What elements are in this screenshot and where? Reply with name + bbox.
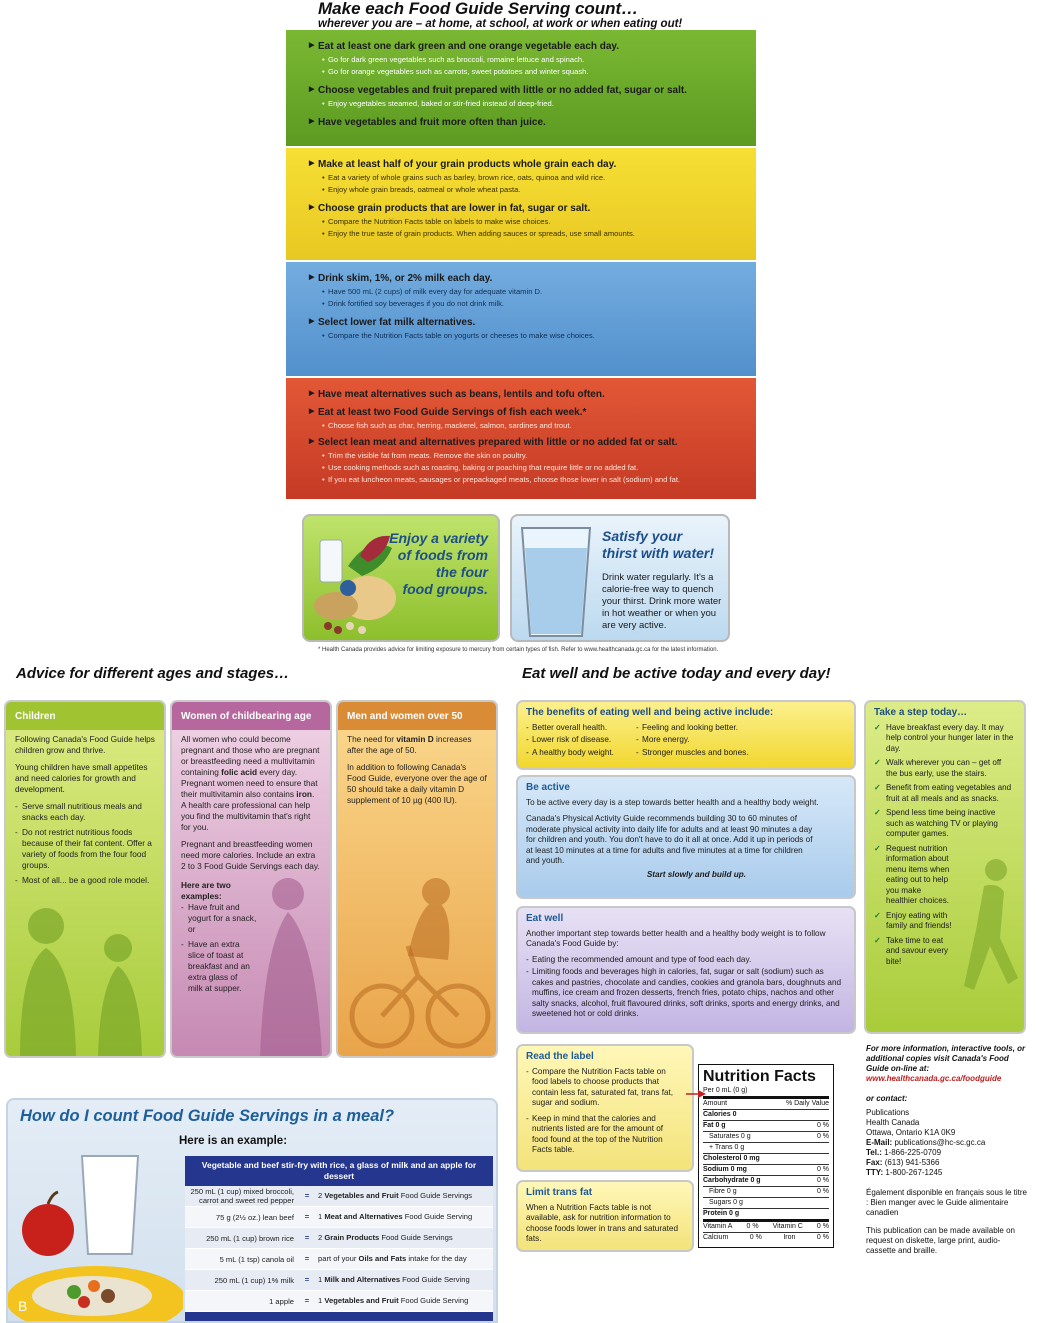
arrow-icon	[686, 1090, 706, 1098]
equals-sign: =	[304, 1275, 310, 1285]
list-item: - Stronger muscles and bones.	[636, 748, 766, 759]
contact-or: or contact:	[866, 1094, 908, 1103]
count-title: How do I count Food Guide Servings in a meal?	[20, 1107, 395, 1125]
nutrition-facts-table	[698, 1064, 834, 1248]
ages-section-title: Advice for different ages and stages…	[16, 665, 290, 682]
runner-silhouette	[954, 852, 1024, 1002]
tip: ▶ Have vegetables and fruit more often than juice.	[318, 116, 744, 129]
table-row	[185, 1270, 493, 1291]
sub-tip: • Eat a variety of whole grains such as barley, brown rice, oats, quinoa and wild rice.	[318, 173, 744, 183]
woman-silhouette	[240, 866, 330, 1056]
guide-subtitle: wherever you are – at home, at school, at work or when eating out!	[318, 18, 683, 30]
meal-table-header: Vegetable and beef stir-fry with rice, a glass of milk and an apple for dessert	[185, 1156, 493, 1186]
result-cell: part of your Oils and Fats intake for the day	[318, 1254, 467, 1264]
sub-tip: • Compare the Nutrition Facts table on yogurts or cheeses to make wise choices.	[318, 331, 744, 341]
sub-tip: • Use cooking methods such as roasting, baking or poaching that require little or no added fat.	[318, 463, 744, 473]
table-row	[185, 1207, 493, 1228]
nf-row: Fat 0 g 0 %	[703, 1122, 829, 1129]
read-label-box	[516, 1044, 694, 1172]
equals-sign: =	[304, 1233, 310, 1243]
sub-tip: • Drink fortified soy beverages if you do not drink milk.	[318, 299, 744, 309]
tip: ▶ Have meat alternatives such as beans, lentils and tofu often.	[318, 388, 744, 401]
address-line: Ottawa, Ontario K1A 0K9	[866, 1128, 956, 1137]
sub-tip: • Enjoy whole grain breads, oatmeal or whole wheat pasta.	[318, 185, 744, 195]
active-tagline: Start slowly and build up.	[646, 869, 746, 879]
french-note: Également disponible en français sous le titre : Bien manger avec le Guide alimentaire canadien	[866, 1188, 1027, 1217]
quantity-cell: 5 mL (1 tsp) canola oil	[219, 1254, 294, 1264]
list-item: - Have fruit and yogurt for a snack, or	[181, 902, 261, 935]
nf-row: Saturates 0 g 0 %	[703, 1131, 829, 1142]
tty-line: TTY: 1-800-267-1245	[866, 1168, 943, 1177]
result-cell: 1 Vegetables and Fruit Food Guide Serving	[318, 1296, 469, 1306]
band-grain-products	[286, 148, 756, 260]
box-title: Limit trans fat	[526, 1187, 593, 1198]
be-active-box	[516, 775, 856, 899]
nf-vitamin-row: Vitamin A 0 % Vitamin C 0 %	[703, 1219, 829, 1232]
list-item: - Keep in mind that the calories and nutrients listed are for the amount of food found at the top of the Nutrition Facts table.	[526, 1114, 666, 1156]
equals-sign: =	[304, 1254, 310, 1264]
tel-line: Tel.: 1-866-225-0709	[866, 1148, 942, 1157]
meal-illustration	[8, 1144, 183, 1323]
nf-row: Carbohydrate 0 g 0 %	[703, 1177, 829, 1184]
card-children	[4, 700, 166, 1058]
paragraph: All women who could become pregnant and those who are pregnant or breastfeeding need a multivitamin containing folic acid every day. Pregnant women need to ensure that their multivitamin also contains iron. A health care professional can help you find the multivitamin that's right for you.	[181, 734, 320, 832]
card-title: Men and women over 50	[338, 702, 496, 730]
corner-label: B	[18, 1297, 28, 1314]
table-row	[185, 1249, 493, 1270]
promo-variety	[302, 514, 500, 642]
sub-tip: • Compare the Nutrition Facts table on labels to make wise choices.	[318, 217, 744, 227]
contact-intro: For more information, interactive tools, or additional copies visit Canada's Food Guide on-line at:	[866, 1044, 1026, 1073]
box-title: Be active	[526, 782, 570, 793]
guide-header	[318, 0, 778, 31]
trans-fat-box	[516, 1180, 694, 1252]
sub-tip: • Enjoy the true taste of grain products. When adding sauces or spreads, use small amounts.	[318, 229, 744, 239]
children-silhouette	[6, 886, 164, 1056]
promo-food-title: Enjoy a variety of foods from the four food groups.	[389, 530, 488, 597]
nf-row: Calories 0	[703, 1109, 829, 1120]
list-item: ✓ Benefit from eating vegetables and fruit at all meals and as snacks.	[874, 783, 1014, 804]
list-item: - Do not restrict nutritious foods because of their fat content. Offer a variety of foods from the four food groups.	[15, 827, 155, 871]
address-line: Publications	[866, 1108, 910, 1117]
quantity-cell: 250 mL (1 cup) 1% milk	[214, 1275, 294, 1285]
fax-line: Fax: (613) 941-5366	[866, 1158, 940, 1167]
list-item: - Most of all... be a good role model.	[15, 875, 155, 886]
mercury-footnote: * Health Canada provides advice for limiting exposure to mercury from certain types of fish. Refer to www.healthcanada.gc.ca for the latest information.	[318, 647, 719, 653]
nf-row: Cholesterol 0 mg	[703, 1153, 829, 1164]
quantity-cell: 75 g (2½ oz.) lean beef	[215, 1212, 294, 1222]
band-milk-alternatives	[286, 262, 756, 376]
list-item: - Compare the Nutrition Facts table on food labels to choose products that contain less fat, saturated fat, trans fat, sugar and sodium.	[526, 1067, 674, 1109]
list-item: - A healthy body weight.	[526, 748, 636, 759]
nf-row: Fibre 0 g 0 %	[703, 1186, 829, 1197]
box-title: The benefits of eating well and being active include:	[526, 707, 774, 718]
paragraph: Another important step towards better health and a healthy body weight is to follow Canada's Food Guide by:	[526, 928, 826, 948]
nf-row: Sodium 0 mg 0 %	[703, 1166, 829, 1173]
equals-sign: =	[304, 1191, 310, 1201]
equals-sign: =	[304, 1212, 310, 1222]
paragraph: The need for vitamin D increases after the age of 50.	[347, 734, 472, 755]
list-item: - Feeling and looking better.	[636, 723, 766, 734]
nf-header-row: Amount % Daily Value	[703, 1096, 829, 1109]
eat-well-box	[516, 906, 856, 1034]
nf-title: Nutrition Facts	[703, 1068, 816, 1085]
list-item: - Eating the recommended amount and type of food each day.	[526, 955, 846, 966]
list-item: - More energy.	[636, 735, 766, 746]
result-cell: 2 Vegetables and Fruit Food Guide Servings	[318, 1191, 473, 1201]
paragraph: To be active every day is a step towards better health and a healthy body weight.	[526, 797, 819, 807]
tip: ▶ Eat at least one dark green and one orange vegetable each day.	[318, 40, 744, 53]
table-row	[185, 1291, 493, 1312]
tip: ▶ Drink skim, 1%, or 2% milk each day.	[318, 272, 744, 285]
list-item: ✓ Enjoy eating with family and friends!	[874, 911, 954, 932]
take-a-step-box	[864, 700, 1026, 1034]
sub-tip: • Go for dark green vegetables such as broccoli, romaine lettuce and spinach.	[318, 55, 744, 65]
tip: ▶ Select lean meat and alternatives prepared with little or no added fat or salt.	[318, 436, 744, 449]
paragraph: Pregnant and breastfeeding women need more calories. Include an extra 2 to 3 Food Guide Servings each day.	[181, 839, 320, 871]
guide-title: Make each Food Guide Serving count…	[318, 0, 639, 18]
card-men	[336, 700, 498, 1058]
sub-tip: • Have 500 mL (2 cups) of milk every day for adequate vitamin D.	[318, 287, 744, 297]
band-meat-alternatives	[286, 378, 756, 499]
foodguide-link[interactable]: www.healthcanada.gc.ca/foodguide	[866, 1074, 1002, 1083]
card-title: Children	[6, 702, 164, 730]
paragraph: Canada's Physical Activity Guide recommends building 30 to 60 minutes of moderate physical activity into daily life for adults and at least 90 minutes a day for children and youth. You don't have to do it all at once. Add it up in periods of at least 10 minutes at a time for adults and five minutes at a time for children and youth.	[526, 814, 813, 865]
result-cell: 1 Meat and Alternatives Food Guide Serving	[318, 1212, 473, 1222]
sub-tip: • If you eat luncheon meats, sausages or prepackaged meats, choose those lower in salt (sodium) and fat.	[318, 475, 744, 485]
list-item: ✓ Walk wherever you can – get off the bus early, use the stairs.	[874, 758, 1014, 779]
sub-tip: • Enjoy vegetables steamed, baked or stir-fried instead of deep-fried.	[318, 99, 744, 109]
contact-info	[866, 1044, 1028, 1256]
tip: ▶ Choose grain products that are lower in fat, sugar or salt.	[318, 202, 744, 215]
meal-table-footer	[185, 1312, 493, 1323]
quantity-cell: 250 mL (1 cup) brown rice	[206, 1233, 294, 1243]
count-servings-panel	[6, 1098, 498, 1323]
box-title: Take a step today…	[874, 707, 968, 718]
list-item: - Limiting foods and beverages high in calories, fat, sugar or salt (sodium) such as cakes and pastries, chocolate and candies, cookies and granola bars, doughnuts and muffins, ice cream and frozen desserts, french fries, potato chips, nachos and other salty snacks, alcohol, fruit flavoured drinks, soft drinks, sports and energy drinks, and sweetened hot or cold drinks.	[526, 967, 846, 1020]
card-women	[170, 700, 332, 1058]
list-item: - Serve small nutritious meals and snacks each day.	[15, 801, 155, 823]
list-item: - Lower risk of disease.	[526, 735, 636, 746]
water-glass-icon	[518, 524, 594, 640]
alt-formats-note: This publication can be made available on request on diskette, large print, audio-cassette and braille.	[866, 1226, 1015, 1255]
table-row	[185, 1186, 493, 1207]
email-line: E-Mail: publications@hc-sc.gc.ca	[866, 1138, 986, 1147]
nf-row: Protein 0 g	[703, 1208, 829, 1219]
nf-row: Sugars 0 g	[703, 1197, 829, 1208]
sub-tip: • Go for orange vegetables such as carrots, sweet potatoes and winter squash.	[318, 67, 744, 77]
tip: ▶ Make at least half of your grain products whole grain each day.	[318, 158, 744, 171]
quantity-cell: 250 mL (1 cup) mixed broccoli, carrot and sweet red pepper	[190, 1187, 294, 1206]
list-item: - Have an extra slice of toast at breakfast and an extra glass of milk at supper.	[181, 939, 253, 994]
box-title: Read the label	[526, 1051, 594, 1062]
list-item: ✓ Have breakfast every day. It may help control your hunger later in the day.	[874, 723, 1014, 755]
result-cell: 2 Grain Products Food Guide Servings	[318, 1233, 453, 1243]
table-row	[185, 1228, 493, 1249]
paragraph: Following Canada's Food Guide helps children grow and thrive.	[15, 734, 155, 755]
example-label: Here is an example:	[179, 1135, 288, 1147]
paragraph: Young children have small appetites and need calories for growth and development.	[15, 762, 148, 794]
sub-tip: • Choose fish such as char, herring, mackerel, salmon, sardines and trout.	[318, 421, 744, 431]
equals-sign: =	[304, 1296, 310, 1306]
meal-table	[185, 1156, 493, 1323]
tip: ▶ Select lower fat milk alternatives.	[318, 316, 744, 329]
promo-water-text: Drink water regularly. It's a calorie-free way to quench your thirst. Drink more water in hot weather or when you are very active.	[602, 572, 722, 631]
cyclist-silhouette	[338, 866, 496, 1056]
examples-title: Here are two examples:	[181, 880, 231, 901]
tip: ▶ Eat at least two Food Guide Servings of fish each week.*	[318, 406, 744, 419]
tip: ▶ Choose vegetables and fruit prepared with little or no added fat, sugar or salt.	[318, 84, 744, 97]
list-item: - Better overall health.	[526, 723, 636, 734]
list-item: ✓ Spend less time being inactive such as watching TV or playing computer games.	[874, 808, 1014, 840]
promo-water-title: Satisfy your thirst with water!	[602, 528, 715, 561]
card-title: Women of childbearing age	[172, 702, 330, 730]
paragraph: In addition to following Canada's Food Guide, everyone over the age of 50 should take a daily vitamin D supplement of 10 µg (400 IU).	[347, 762, 487, 805]
list-item: ✓ Take time to eat and savour every bite!	[874, 936, 954, 968]
eatwell-section-title: Eat well and be active today and every day!	[522, 665, 831, 682]
band-vegetables-fruit	[286, 30, 756, 146]
list-item: ✓ Request nutrition information about menu items when eating out to help you make healthier choices.	[874, 844, 954, 907]
quantity-cell: 1 apple	[269, 1296, 294, 1306]
promo-water	[510, 514, 730, 642]
nf-vitamin-row: Calcium 0 % Iron 0 %	[703, 1234, 829, 1241]
result-cell: 1 Milk and Alternatives Food Guide Serving	[318, 1275, 470, 1285]
address-line: Health Canada	[866, 1118, 920, 1127]
box-title: Eat well	[526, 913, 564, 924]
nf-row: + Trans 0 g	[703, 1142, 829, 1153]
paragraph: When a Nutrition Facts table is not available, ask for nutrition information to choose foods lower in trans and saturated fats.	[526, 1202, 679, 1243]
nf-serving: Per 0 mL (0 g)	[703, 1087, 748, 1094]
benefits-box	[516, 700, 856, 770]
sub-tip: • Trim the visible fat from meats. Remove the skin on poultry.	[318, 451, 744, 461]
